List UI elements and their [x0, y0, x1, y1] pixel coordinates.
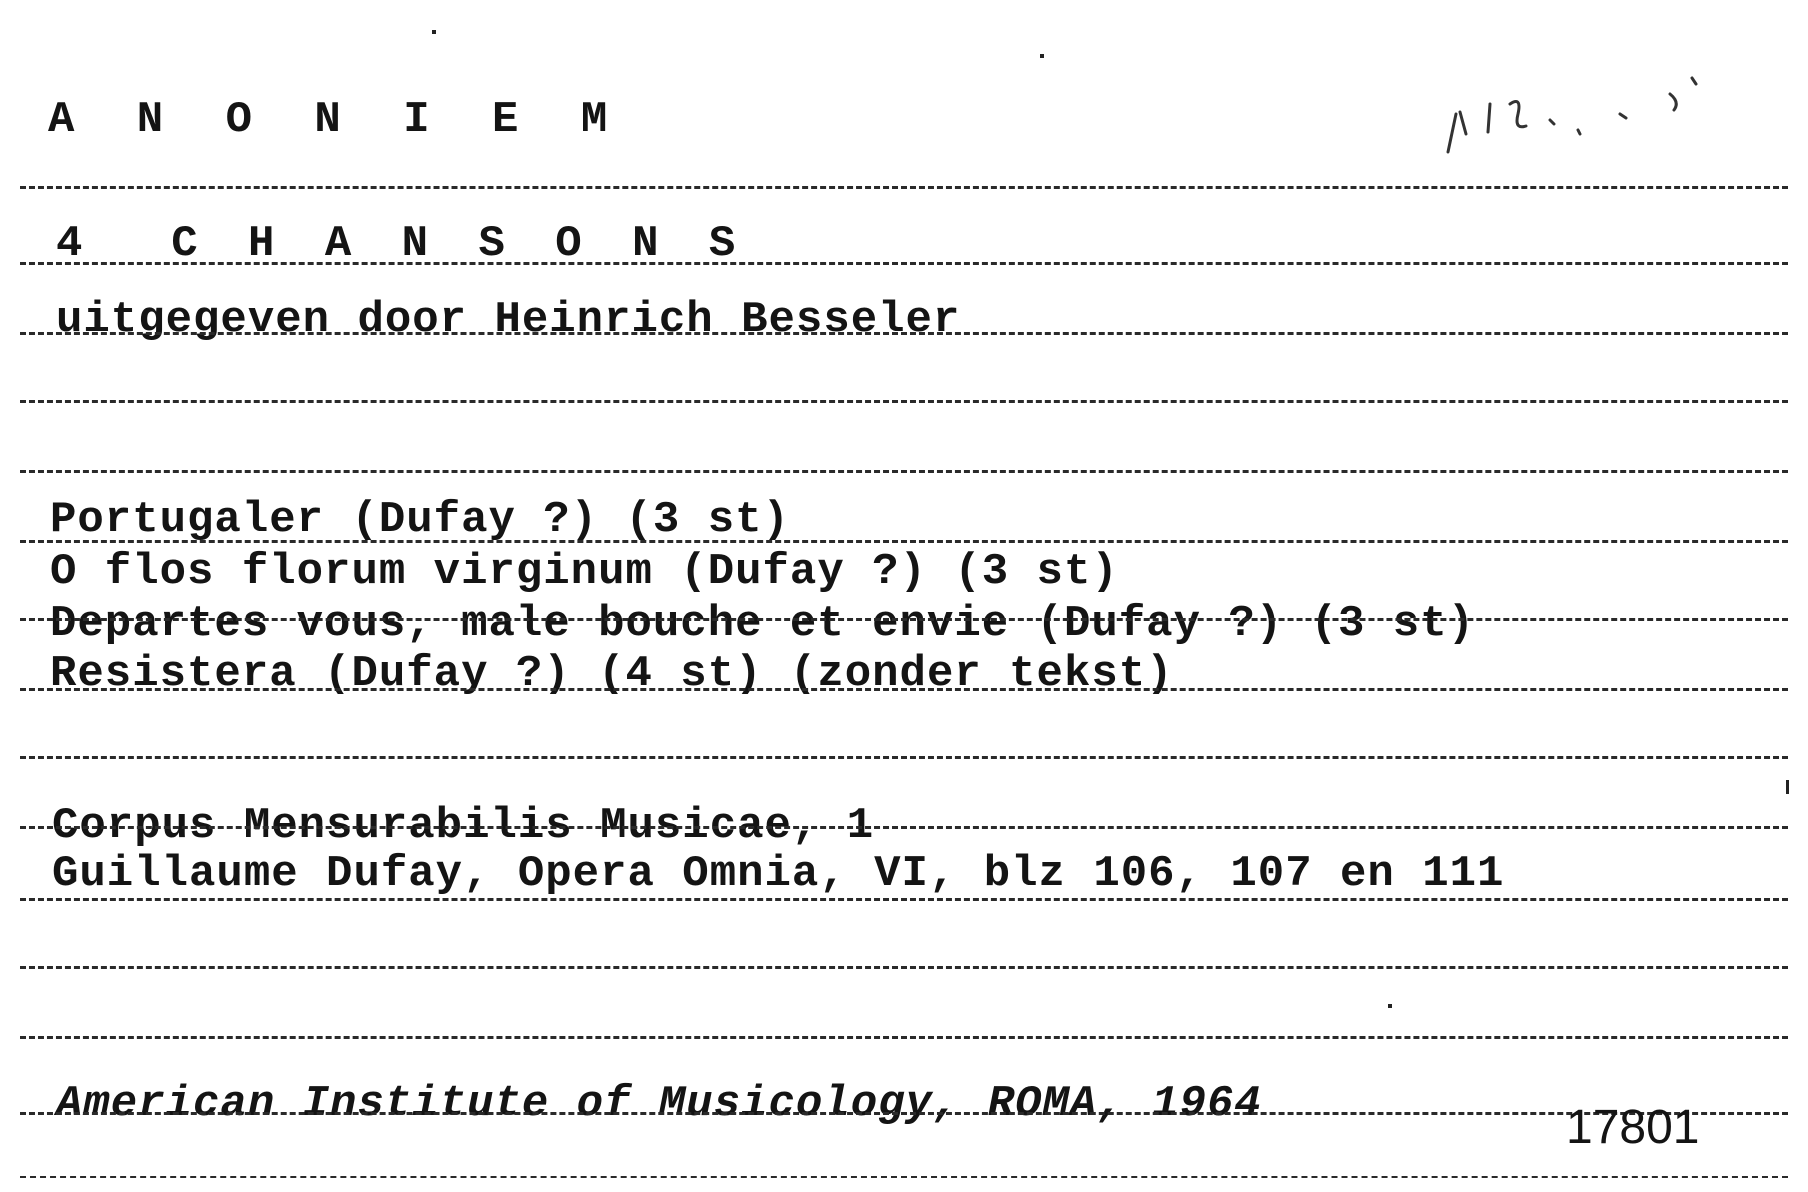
reference-line: Guillaume Dufay, Opera Omnia, VI, blz 106, 107 en 111: [52, 849, 1505, 899]
piece-item: Portugaler (Dufay ?) (3 st): [50, 495, 790, 545]
ruled-line: [20, 262, 1788, 265]
ruled-line: [20, 1112, 1788, 1115]
ruled-line: [20, 618, 1788, 621]
ruled-line: [20, 400, 1788, 403]
ruled-line: [20, 756, 1788, 759]
ruled-line: [20, 688, 1788, 691]
piece-item: O flos florum virginum (Dufay ?) (3 st): [50, 547, 1119, 597]
catalog-number: 17801: [1566, 1101, 1700, 1154]
ruled-line: [20, 1176, 1788, 1178]
publisher-line: American Institute of Musicology, ROMA, 1964: [56, 1079, 1262, 1129]
ruled-line: [20, 186, 1788, 189]
ruled-line: [20, 826, 1788, 829]
ruled-line: [20, 966, 1788, 969]
composer-heading: A N O N I E M: [48, 95, 626, 145]
ink-speck: [1786, 780, 1789, 794]
editor-line: uitgegeven door Heinrich Besseler: [56, 295, 961, 345]
handwritten-scribble: [1430, 74, 1730, 164]
ruled-line: [20, 470, 1788, 473]
ruled-line: [20, 540, 1788, 543]
ink-speck: [1040, 54, 1044, 58]
ruled-line: [20, 332, 1788, 335]
work-title: 4 C H A N S O N S: [56, 219, 748, 269]
ruled-line: [20, 1036, 1788, 1039]
piece-item: Departes vous, male bouche et envie (Dufay ?) (3 st): [50, 599, 1476, 649]
ink-speck: [432, 30, 436, 34]
piece-item: Resistera (Dufay ?) (4 st) (zonder tekst): [50, 649, 1174, 699]
series-line: Corpus Mensurabilis Musicae, 1: [52, 801, 875, 851]
ink-speck: [1388, 1004, 1392, 1008]
ruled-line: [20, 898, 1788, 901]
